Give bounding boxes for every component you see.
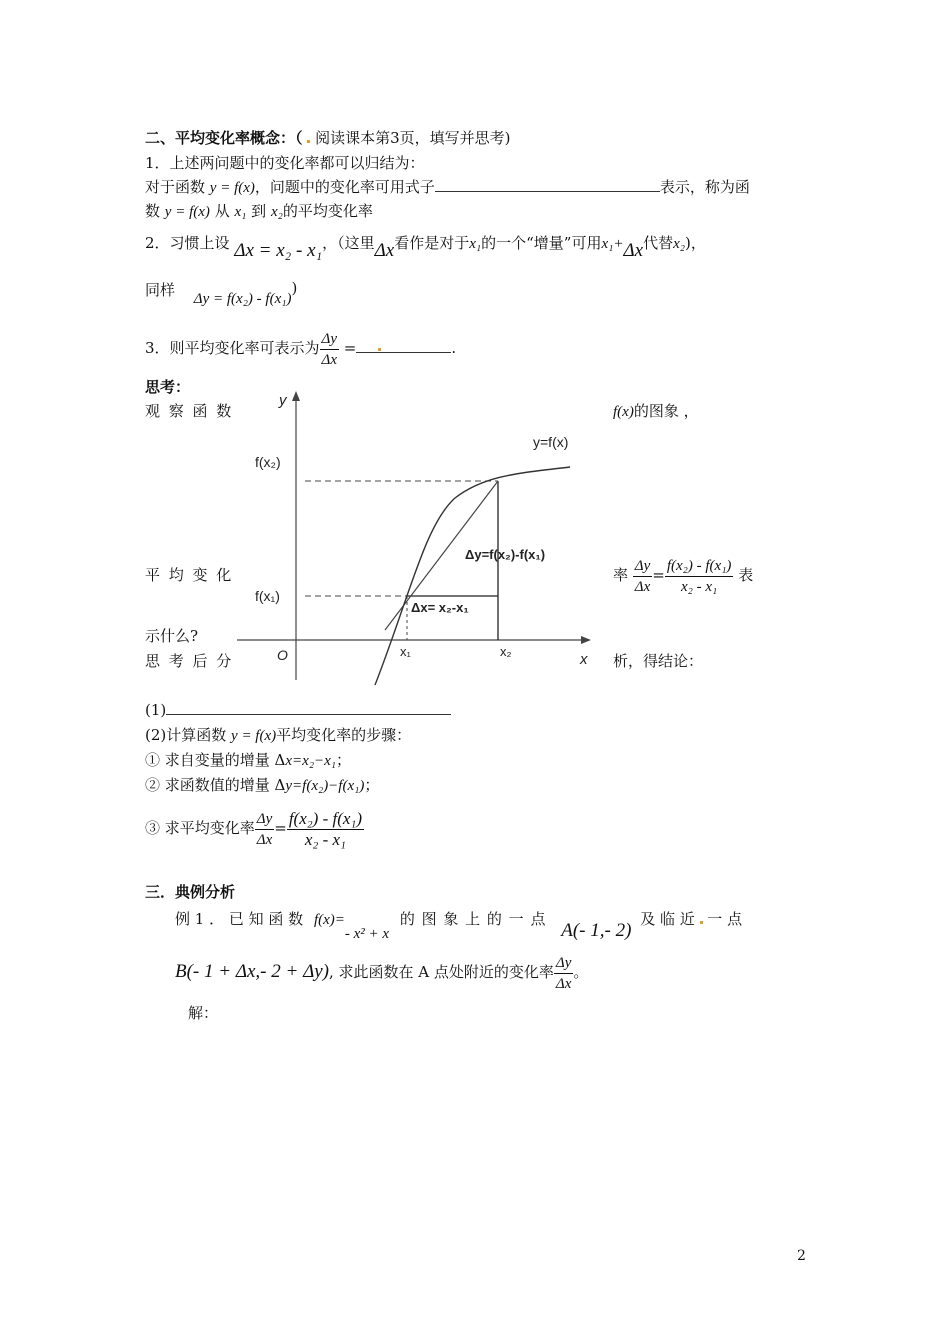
origin-label: O bbox=[277, 647, 288, 663]
item2-line bbox=[145, 230, 706, 261]
item2-f: )， bbox=[684, 234, 706, 252]
item1-line2 bbox=[145, 177, 750, 198]
think-l1a: 观 察 函 数 bbox=[145, 402, 234, 420]
item3-eq: = bbox=[343, 339, 357, 357]
think-title: 思考： bbox=[145, 378, 191, 396]
s2a: ② 求函数值的增量 Δ bbox=[145, 776, 286, 794]
c2b: y = f(x) bbox=[231, 728, 277, 744]
blank-conclusion[interactable] bbox=[166, 700, 451, 715]
step3-frac2 bbox=[287, 809, 364, 850]
item2-dx2: Δx bbox=[374, 240, 395, 261]
example-line2 bbox=[175, 950, 588, 994]
function-graph bbox=[235, 385, 605, 690]
item2-close: ) bbox=[291, 279, 298, 297]
item1-d4: 到 bbox=[251, 202, 267, 220]
mark-dot bbox=[307, 140, 310, 143]
think-l2eq: = bbox=[652, 566, 665, 584]
ex-frac bbox=[554, 953, 573, 994]
ex-A: A(- 1,- 2) bbox=[561, 920, 632, 941]
think-l2 bbox=[613, 555, 753, 597]
s1c: ； bbox=[336, 751, 352, 769]
think-l1b: f(x) bbox=[613, 404, 634, 420]
c2a: (2)计算函数 bbox=[145, 726, 227, 744]
x2-label: x₂ bbox=[500, 644, 512, 659]
ex-B: B(- 1 + Δx,- 2 + Δy) bbox=[175, 961, 329, 982]
think-l3: 示什么? bbox=[145, 627, 199, 645]
think-l2a: 平 均 变 化 bbox=[145, 566, 234, 584]
section2-heading bbox=[145, 128, 510, 148]
step-2 bbox=[145, 775, 379, 796]
y-axis-label: y bbox=[279, 392, 287, 409]
x-axis-arrow bbox=[581, 636, 591, 644]
conclusion-1-label: (1) bbox=[145, 701, 167, 719]
page-number: 2 bbox=[797, 1248, 806, 1264]
item1-x1: x₁ bbox=[234, 204, 247, 220]
s2b: y=f(x₂)−f(x₁) bbox=[285, 778, 365, 794]
s3den2: x₂ - x₁ bbox=[304, 829, 346, 849]
fx2-label: f(x₂) bbox=[255, 454, 281, 470]
item2-d: 的一个“增量”可用 bbox=[481, 234, 602, 252]
item2-x1: x₁ bbox=[469, 236, 482, 252]
item3-a: 3．则平均变化率可表示为 bbox=[145, 339, 320, 357]
item2-dx: Δx = x₂ - x₁ bbox=[234, 240, 323, 261]
ex-den: Δx bbox=[555, 975, 572, 992]
ex-c: 及 临 近 bbox=[640, 910, 695, 928]
ex-b: 的 图 象 上 的 一 点 bbox=[399, 910, 547, 928]
item3-fraction bbox=[320, 329, 339, 370]
item3-num: Δy bbox=[320, 329, 339, 350]
item1-line3 bbox=[145, 201, 373, 222]
s2c: ； bbox=[364, 776, 380, 794]
dx-label: Δx= x₂-x₁ bbox=[411, 600, 469, 615]
section2-title: 二、平均变化率概念：（ bbox=[145, 129, 303, 147]
item2-x1b: x₁+ bbox=[601, 236, 624, 252]
s3eq: = bbox=[274, 819, 287, 837]
y-axis-arrow bbox=[292, 391, 300, 401]
s3den1: Δx bbox=[256, 831, 273, 848]
x-axis-label: x bbox=[580, 651, 588, 668]
think-l1 bbox=[613, 401, 699, 422]
mark-dot bbox=[378, 348, 381, 351]
think-l4b: 析，得结论： bbox=[613, 652, 704, 670]
blank-average-rate[interactable] bbox=[356, 338, 451, 353]
item3-end: . bbox=[451, 339, 457, 357]
dy-label: Δy=f(x₂)-f(x₁) bbox=[465, 547, 546, 562]
ex-end: 。 bbox=[573, 963, 589, 981]
s3num2: f(x₂) - f(x₁) bbox=[288, 808, 362, 828]
think-l2num1: Δy bbox=[633, 556, 652, 577]
c2c: 平均变化率的步骤： bbox=[276, 726, 412, 744]
item2-g: 同样 bbox=[145, 281, 176, 299]
item1-fx: y = f(x) bbox=[209, 180, 255, 196]
item2-line2 bbox=[145, 279, 298, 307]
item1-text: 1．上述两问题中的变化率都可以归结为： bbox=[145, 154, 425, 172]
fx1-label: f(x₁) bbox=[255, 588, 280, 604]
item1-d2: y = f(x) bbox=[164, 204, 210, 220]
s3a: ③ 求平均变化率 bbox=[145, 819, 255, 837]
blank-expression[interactable] bbox=[435, 177, 660, 192]
conclusion-2 bbox=[145, 725, 411, 746]
solve-label: 解： bbox=[188, 1004, 219, 1022]
ex-num: Δy bbox=[554, 953, 573, 974]
ex-a: 例 1 ． 已 知 函 数 bbox=[175, 910, 304, 928]
item2-b: ，（这里 bbox=[322, 234, 375, 252]
item2-c: 看作是对于 bbox=[394, 234, 470, 252]
ex-e: , 求此函数在 A 点处附近的变化率 bbox=[328, 963, 554, 981]
section3-title: 三．典例分析 bbox=[145, 883, 236, 901]
step3-frac1 bbox=[255, 809, 274, 850]
s3num1: Δy bbox=[255, 809, 274, 830]
think-l2b: 率 bbox=[613, 566, 629, 584]
curve-label: y=f(x) bbox=[533, 434, 569, 450]
ex-fx: f(x)= bbox=[313, 912, 345, 928]
item1-b: ，问题中的变化率可用式子 bbox=[254, 178, 435, 196]
mark-dot bbox=[700, 921, 703, 924]
step-3 bbox=[145, 806, 364, 850]
example-line1 bbox=[175, 905, 743, 942]
step-1 bbox=[145, 750, 351, 771]
item1-a: 对于函数 bbox=[145, 178, 206, 196]
item1-d3: 从 bbox=[214, 202, 230, 220]
think-frac1 bbox=[633, 556, 652, 597]
think-l4a: 思 考 后 分 bbox=[145, 652, 234, 670]
item1-c: 表示，称为函 bbox=[659, 178, 750, 196]
think-l2num2: f(x₂) - f(x₁) bbox=[665, 556, 734, 577]
item2-e: 代替 bbox=[643, 234, 674, 252]
think-l2den2: x₂ - x₁ bbox=[681, 578, 718, 595]
s1b: x=x₂−x₁ bbox=[285, 753, 337, 769]
item2-dx3: Δx bbox=[623, 240, 644, 261]
item3-line bbox=[145, 328, 456, 370]
item1-x2: x₂ bbox=[270, 204, 283, 220]
item1-d1: 数 bbox=[145, 202, 161, 220]
think-l2c: 表 bbox=[738, 566, 754, 584]
conclusion-1 bbox=[145, 700, 451, 720]
item2-x2: x₂ bbox=[673, 236, 685, 252]
ex-expr: - x² + x bbox=[344, 926, 390, 942]
section2-note: 阅读课本第3页，填写并思考) bbox=[315, 129, 511, 147]
item1-d5: 的平均变化率 bbox=[282, 202, 373, 220]
x1-label: x₁ bbox=[400, 644, 411, 659]
think-frac2 bbox=[665, 556, 734, 597]
item3-den: Δx bbox=[321, 351, 338, 368]
ex-d: 一 点 bbox=[707, 910, 743, 928]
think-l1c: 的图象 ， bbox=[633, 402, 699, 420]
item2-dy: Δy = f(x₂) - f(x₁) bbox=[193, 291, 292, 307]
s1a: ① 求自变量的增量 Δ bbox=[145, 751, 286, 769]
item2-a: 2．习惯上设 bbox=[145, 234, 230, 252]
think-l2den1: Δx bbox=[634, 578, 651, 595]
